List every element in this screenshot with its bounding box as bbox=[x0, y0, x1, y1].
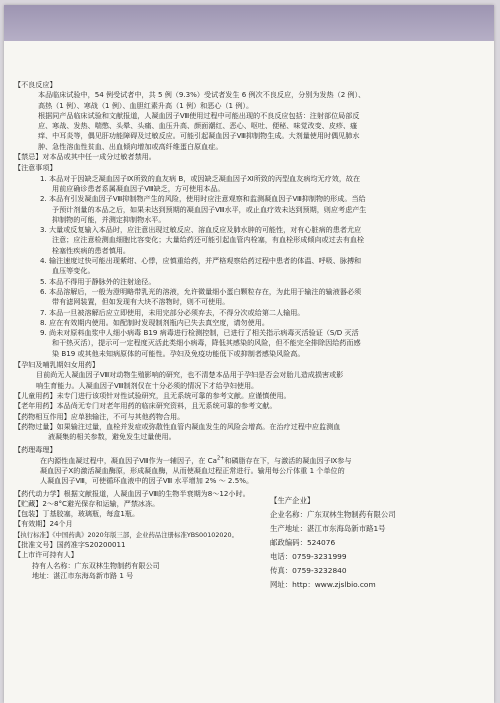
manufacturer-row: 传真：0759-3232840 bbox=[270, 565, 347, 575]
adverse-line: 应、寒战、发热、喘憋、头晕、头痛、血压升高、颜面潮红、恶心、呕吐、便秘、味觉改变、皮疹、瘙 bbox=[38, 121, 358, 131]
overdose-line: 如果输注过量，血栓并发症或弥散性血管内凝血发生的风险会增高。在治疗过程中应监测血 bbox=[56, 421, 341, 431]
precaution-line: 9. 尚未对原料血浆中人细小病毒 B19 病毒进行检测控制，已进行了相关指示病毒灭活验证（S/D 灭活 bbox=[40, 328, 359, 338]
adverse-line: 肿、急性溶血性贫血、出血倾向增加或高纤维蛋白原血症。 bbox=[38, 141, 223, 151]
pk-text: 根据文献报道，人凝血因子Ⅷ的生物半衰期为8～12小时。 bbox=[63, 488, 250, 498]
geriatric-section bbox=[14, 401, 484, 411]
precaution-item bbox=[40, 308, 484, 318]
manufacturer-row: 网址：http：www.zjslbio.com bbox=[270, 579, 376, 589]
standard-heading: 【执行标准】 bbox=[14, 530, 53, 539]
precaution-line: 予预计剂量的本品之后，如果未达到预期的凝血因子Ⅷ水平，或止血疗效未达到预期，则应考虑产生 bbox=[52, 204, 367, 214]
precaution-item bbox=[40, 277, 484, 287]
pediatric-section bbox=[14, 391, 484, 401]
approval-text: 国药准字S20200011 bbox=[56, 540, 126, 550]
adverse-line: 本品临床试验中，54 例受试者中，共 5 例（9.3%）受试者发生 6 例次不良反应，分别为发热（2 例）、 bbox=[38, 90, 366, 100]
standard-section bbox=[14, 530, 262, 540]
pregnancy-line: 目前尚无人凝血因子Ⅷ对动物生殖影响的研究，也不清楚本品用于孕妇是否会对胎儿造成损害或影 bbox=[36, 370, 344, 380]
precaution-line: 4. 输注速度过快可能出现紫绀、心悸，应慎重给药，并严格观察给药过程中患者的体温、呼吸、脉搏和 bbox=[40, 256, 362, 266]
adverse-section bbox=[14, 80, 484, 152]
geriatric-text: 本品尚无专门对老年用药的临床研究资料，且无系统可靠的参考文献。 bbox=[56, 401, 277, 411]
contraindications-section bbox=[14, 152, 484, 162]
precaution-line: 栓塞性疾病的患者慎用。 bbox=[52, 245, 131, 255]
precaution-item bbox=[40, 328, 484, 359]
manufacturer-row: 生产地址：湛江市东海岛新市路1号 bbox=[270, 523, 386, 533]
storage-heading: 【贮藏】 bbox=[14, 498, 43, 508]
precaution-line: 8. 应在有效期内使用。如配制时发现制剂瓶内已失去真空度，请勿使用。 bbox=[40, 317, 269, 327]
geriatric-heading: 【老年用药】 bbox=[14, 401, 57, 411]
precaution-line: 抑制物的可能，并测定抑制物水平。 bbox=[52, 214, 166, 224]
interactions-heading: 【药物相互作用】 bbox=[14, 411, 71, 421]
storage-text: 2～8°C避光保存和运输，严禁冰冻。 bbox=[42, 498, 160, 508]
precaution-item bbox=[40, 256, 484, 277]
package-heading: 【包装】 bbox=[14, 509, 43, 519]
precaution-item bbox=[40, 225, 484, 256]
precaution-line: 染 B19 或其他未知病原体的可能性。孕妇及免疫功能低下或抑制者感染风险高。 bbox=[52, 348, 305, 358]
adverse-line: 高热（1 例）、寒战（1 例）、血胆红素升高（1 例）和恶心（1 例）。 bbox=[38, 100, 254, 110]
overdose-section bbox=[14, 422, 484, 443]
product-info-column bbox=[14, 489, 262, 593]
pregnancy-heading: 【孕妇及哺乳期妇女用药】 bbox=[14, 360, 100, 370]
overdose-heading: 【药物过量】 bbox=[14, 421, 57, 431]
validity-heading: 【有效期】 bbox=[14, 519, 50, 529]
toxicology-text: 在内源性血凝过程中，凝血因子Ⅷ作为一辅因子，在 Ca bbox=[40, 455, 217, 465]
adverse-heading: 【不良反应】 bbox=[14, 80, 57, 89]
mah-holder: 持有人名称：广东双林生物制药有限公司 bbox=[32, 560, 160, 570]
precaution-line: 用前应确诊患者系属凝血因子Ⅷ缺乏，方可使用本品。 bbox=[52, 183, 225, 193]
approval-section bbox=[14, 540, 262, 550]
precaution-item bbox=[40, 174, 484, 195]
manufacturer-heading: 【生产企业】 bbox=[270, 495, 315, 505]
adverse-line: 痒、中耳炎等，偶见肝功能障碍及过敏反应。可能引起凝血因子Ⅷ抑制物生成。大剂量使用时偶见肺水 bbox=[38, 131, 360, 141]
precaution-item bbox=[40, 287, 484, 308]
standard-text: 《中国药典》2020年版三部，企业药品注册标准YBS00102020。 bbox=[52, 530, 238, 539]
package-section bbox=[14, 509, 262, 519]
precaution-line: 1. 本品对于因缺乏凝血因子Ⅸ所致的血友病 B，或因缺乏凝血因子Ⅺ所致的丙型血友病均无疗效，故在 bbox=[40, 173, 361, 183]
validity-section bbox=[14, 519, 262, 529]
precaution-line: 2. 本品有引发凝血因子Ⅷ抑制物产生的风险，使用时应注意观察和监测凝血因子Ⅷ抑制物的形成。当给 bbox=[40, 194, 366, 204]
manufacturer-row: 电话：0759-3231999 bbox=[270, 551, 347, 561]
adverse-line: 根据同产品临床试验和文献报道，人凝血因子Ⅷ使用过程中可能出现的不良反应包括：注射部位局部反 bbox=[38, 110, 360, 120]
pediatric-text: 未专门进行该项针对性试验研究，且无系统可靠的参考文献。应谨慎使用。 bbox=[56, 390, 291, 400]
manufacturer-column bbox=[270, 489, 484, 593]
pk-section bbox=[14, 489, 262, 499]
pediatric-heading: 【儿童用药】 bbox=[14, 390, 57, 400]
toxicology-section bbox=[14, 445, 484, 486]
contraindications-text: 对本品或其中任一成分过敏者禁用。 bbox=[42, 152, 156, 162]
approval-heading: 【批准文号】 bbox=[14, 540, 57, 550]
leaflet-page bbox=[4, 5, 494, 703]
pregnancy-line: 响生育能力。人凝血因子Ⅷ制剂仅在十分必须的情况下才给孕妇使用。 bbox=[36, 380, 259, 390]
precaution-line: 血压等变化。 bbox=[52, 266, 95, 276]
precaution-line: 7. 本品一旦被溶解后应立即使用，未用完部分必须弃去，不得分次或给第二人输用。 bbox=[40, 307, 305, 317]
toxicology-text: 和磷脂存在下，与激活的凝血因子Ⅸ参与 bbox=[224, 455, 352, 465]
manufacturer-row: 邮政编码：524076 bbox=[270, 537, 336, 547]
precaution-line: 带有滤网装置，但如发现有大块不溶物时，则不可使用。 bbox=[52, 297, 230, 307]
precaution-item bbox=[40, 318, 484, 328]
toxicology-line: 凝血因子Ⅹ的激活凝血酶原，形成凝血酶，从而使凝血过程正常进行。输用每公斤体重 1 个单位的 bbox=[40, 465, 345, 475]
calcium-charge: 2+ bbox=[216, 455, 225, 462]
toxicology-line bbox=[40, 456, 484, 466]
precaution-line: 和干热灭活），提示可一定程度灭活此类细小病毒，降低其感染的风险，但不能完全排除因给药而感 bbox=[52, 338, 361, 348]
validity-text: 24个月 bbox=[49, 519, 73, 529]
precaution-item bbox=[40, 194, 484, 225]
leaflet-content bbox=[14, 79, 484, 593]
mah-heading: 【上市许可持有人】 bbox=[14, 550, 78, 560]
pk-heading: 【药代动力学】 bbox=[14, 488, 64, 498]
mah-address: 地址：湛江市东海岛新市路 1 号 bbox=[32, 570, 134, 580]
precaution-line: 5. 本品不得用于静脉外的注射途径。 bbox=[40, 276, 156, 286]
toxicology-heading: 【药理毒理】 bbox=[14, 445, 57, 455]
precaution-line: 6. 本品溶解后，一般为澄明略带乳光的溶液，允许微量细小蛋白颗粒存在，为此用于输注的输液器必须 bbox=[40, 286, 362, 296]
interactions-text: 应单独输注，不可与其他药物合用。 bbox=[70, 411, 185, 421]
precautions-section bbox=[14, 163, 484, 359]
overdose-line: 液凝集的相关参数，避免发生过量使用。 bbox=[48, 432, 176, 442]
precautions-heading: 【注意事项】 bbox=[14, 163, 57, 173]
pregnancy-section bbox=[14, 360, 484, 391]
precaution-line: 3. 大量或反复输入本品时，应注意出现过敏反应、溶血反应及肺水肿的可能性，对有心脏病的患者尤应 bbox=[40, 225, 362, 235]
storage-section bbox=[14, 499, 262, 509]
interactions-section bbox=[14, 412, 484, 422]
contraindications-heading: 【禁忌】 bbox=[14, 152, 43, 162]
package-text: 丁基胶塞，玻璃瓶，每盒1瓶。 bbox=[42, 509, 140, 519]
bottom-section bbox=[14, 489, 484, 593]
precaution-line: 注意；应注意检测血细胞比容变化；大量给药还可能引起血管内栓塞，有血栓形成倾向或过去有血栓 bbox=[52, 235, 365, 245]
toxicology-line: 人凝血因子Ⅷ，可使循环血液中的因子Ⅷ 水平增加 2% ～ 2.5%。 bbox=[40, 476, 254, 486]
header-band bbox=[4, 5, 494, 41]
manufacturer-row: 企业名称：广东双林生物制药有限公司 bbox=[270, 509, 396, 519]
